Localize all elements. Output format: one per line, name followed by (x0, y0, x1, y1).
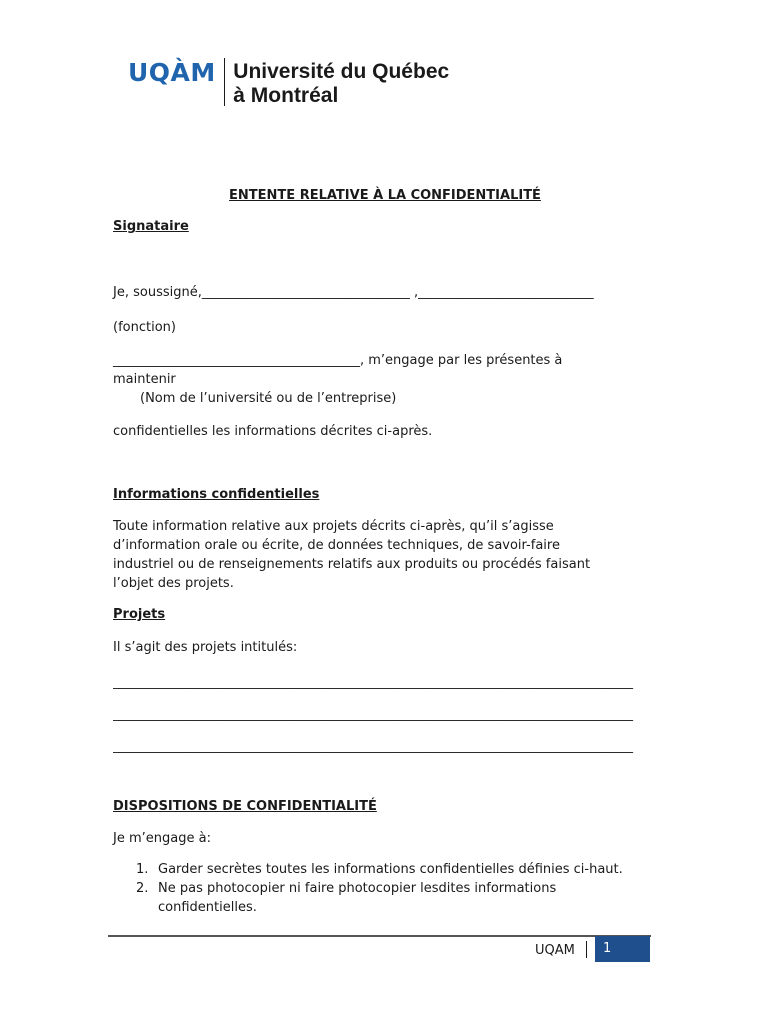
list-item-number: 1. (136, 862, 149, 877)
dispositions-list (113, 860, 623, 917)
list-item-text: confidentielles. (158, 900, 257, 915)
informations-line-2: d’information orale ou écrite, de données techniques, de savoir-faire (113, 538, 560, 553)
heading-signataire: Signataire (113, 219, 189, 234)
list-item-text: Garder secrètes toutes les informations confidentielles définies ci-haut. (158, 862, 623, 877)
list-item (113, 879, 623, 917)
signataire-line-1: Je, soussigné,________________________________ ,___________________________ (113, 285, 594, 300)
footer-label: UQAM (535, 943, 575, 958)
uqam-logo (128, 58, 449, 108)
informations-line-3: industriel ou de renseignements relatifs aux produits ou procédés faisant (113, 557, 591, 572)
footer-divider (108, 935, 651, 937)
projets-intro: Il s’agit des projets intitulés: (113, 640, 298, 655)
heading-projets: Projets (113, 607, 166, 622)
list-item-number: 2. (136, 881, 149, 896)
fonction-label: (fonction) (113, 320, 176, 335)
dispositions-intro: Je m’engage à: (113, 831, 211, 846)
signataire-line-3: maintenir (113, 372, 176, 387)
footer-separator (586, 941, 587, 958)
signataire-line-2: ______________________________________, m’engage par les présentes à (113, 353, 563, 368)
heading-dispositions: DISPOSITIONS DE CONFIDENTIALITÉ (113, 799, 377, 814)
heading-informations: Informations confidentielles (113, 487, 320, 502)
list-item-text: Ne pas photocopier ni faire photocopier lesdites informations (158, 881, 557, 896)
informations-line-1: Toute information relative aux projets décrits ci-après, qu’il s’agisse (113, 519, 554, 534)
logo-name-line1: Université du Québec (233, 60, 450, 83)
project-blank-line: ________________________________________________________________________________ (113, 675, 633, 690)
informations-line-4: l’objet des projets. (113, 576, 234, 591)
logo-mark: UQÀM (128, 58, 216, 87)
signataire-line-4: confidentielles les informations décrites ci-après. (113, 424, 433, 439)
page-number-badge (595, 936, 650, 962)
document-title: ENTENTE RELATIVE À LA CONFIDENTIALITÉ (229, 188, 541, 203)
project-blank-line: ________________________________________________________________________________ (113, 707, 633, 722)
logo-name-line2: à Montréal (233, 84, 339, 107)
page-number: 1 (603, 941, 612, 956)
logo-name (233, 60, 449, 108)
project-blank-line: ________________________________________________________________________________ (113, 739, 633, 754)
logo-divider (224, 58, 226, 106)
organization-hint: (Nom de l’université ou de l’entreprise) (140, 391, 397, 406)
list-item (113, 860, 623, 879)
